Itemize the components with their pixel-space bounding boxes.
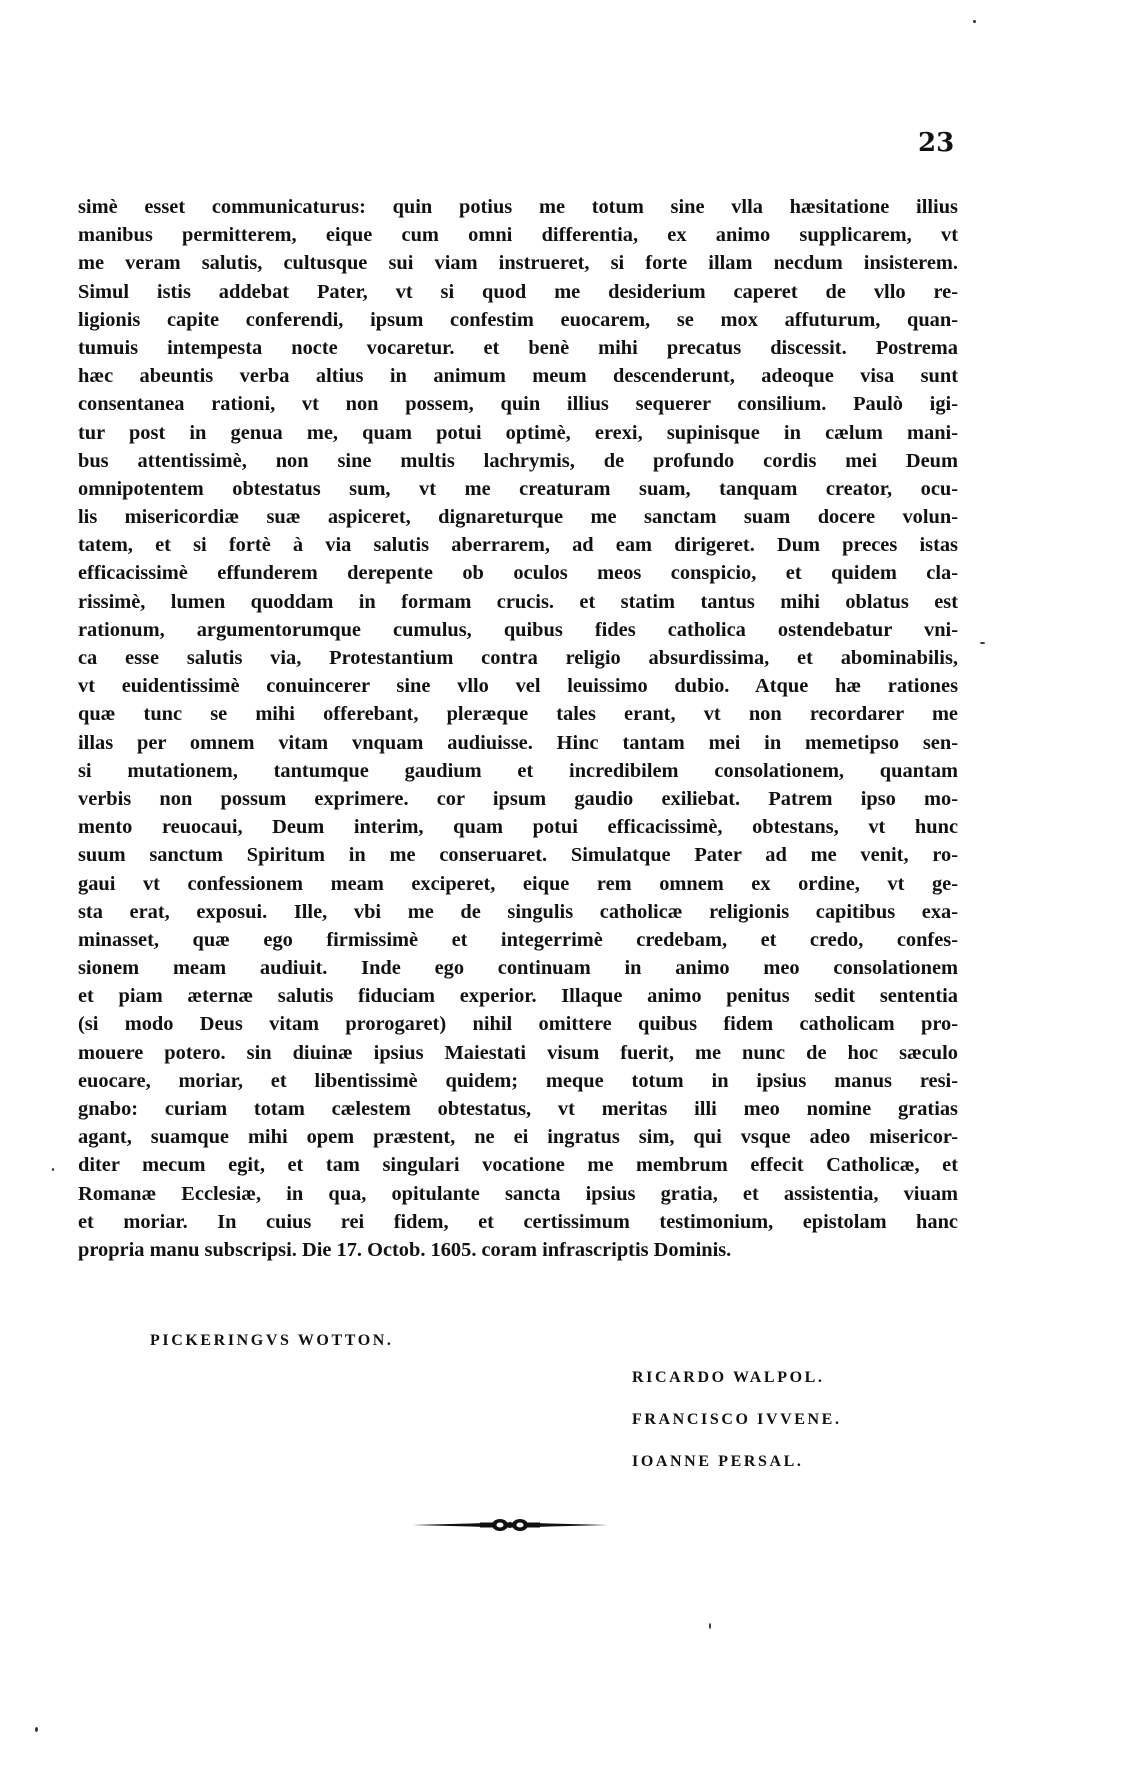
text-line: agant, suamque mihi opem præstent, ne ei ingratus sim, qui vsque adeo misericor- — [78, 1126, 958, 1149]
text-line: mouere potero. sin diuinæ ipsius Maiestati visum fuerit, me nunc de hoc sæculo — [78, 1041, 958, 1064]
paper-speck — [709, 1623, 711, 1629]
text-line: efficacissimè effunderem derepente ob oculos meos conspicio, et quidem cla- — [78, 562, 958, 585]
text-line: Simul istis addebat Pater, vt si quod me desiderium caperet de vllo re- — [78, 280, 958, 303]
tail-piece-ornament-icon — [410, 1514, 610, 1536]
text-line: quæ tunc se mihi offerebant, pleræque tales erant, vt non recordarer me — [78, 703, 958, 726]
text-line: manibus permitterem, eique cum omni differentia, ex animo supplicarem, vt — [78, 224, 958, 247]
text-line: sta erat, exposui. Ille, vbi me de singulis catholicæ religionis capitibus exa- — [78, 900, 958, 923]
text-line: hæc abeuntis verba altius in animum meum descenderunt, adeoque visa sunt — [78, 365, 958, 388]
text-line: tatem, et si fortè à via salutis aberrarem, ad eam dirigeret. Dum preces istas — [78, 534, 958, 557]
text-line: rissimè, lumen quoddam in formam crucis. et statim tantus mihi oblatus est — [78, 590, 958, 613]
text-line: et piam æternæ salutis fiduciam experior. Illaque animo penitus sedit sententia — [78, 985, 958, 1008]
witness-3: IOANNE PERSAL. — [632, 1453, 804, 1470]
text-line: illas per omnem vitam vnquam audiuisse. Hinc tantam mei in memetipso sen- — [78, 731, 958, 754]
text-line: (si modo Deus vitam prorogaret) nihil omittere quibus fidem catholicam pro- — [78, 1013, 958, 1036]
text-line: sionem meam audiuit. Inde ego continuam in animo meo consolationem — [78, 957, 958, 980]
text-line: omnipotentem obtestatus sum, vt me creaturam suam, tanquam creator, ocu- — [78, 477, 958, 500]
text-line: propria manu subscripsi. Die 17. Octob. 1605. coram infrascriptis Dominis. — [78, 1238, 732, 1261]
text-line: gnabo: curiam totam cælestem obtestatus, vt meritas illi meo nomine gratias — [78, 1098, 958, 1120]
text-line: lis misericordiæ suæ aspiceret, dignareturque me sanctam suam docere volun- — [78, 506, 958, 529]
text-line: tumuis intempesta nocte vocaretur. et benè mihi precatus discessit. Postrema — [78, 336, 958, 359]
text-line: Romanæ Ecclesiæ, in qua, opitulante sancta ipsius gratia, et assistentia, viuam — [78, 1182, 958, 1205]
witness-1: RICARDO WALPOL. — [632, 1369, 825, 1386]
text-line: tur post in genua me, quam potui optimè, erexi, supinisque in cælum mani- — [78, 421, 958, 444]
signature-author: PICKERINGVS WOTTON. — [150, 1332, 394, 1349]
text-line: si mutationem, tantumque gaudium et incredibilem consolationem, quantam — [78, 759, 958, 782]
text-line: gaui vt confessionem meam exciperet, eique rem omnem ex ordine, vt ge- — [78, 872, 958, 895]
text-line: verbis non possum exprimere. cor ipsum gaudio exiliebat. Patrem ipso mo- — [78, 787, 958, 810]
page-number: 23 — [918, 128, 955, 158]
text-line: diter mecum egit, et tam singulari vocatione me membrum effecit Catholicæ, et — [78, 1154, 958, 1177]
text-line: euocare, moriar, et libentissimè quidem; meque totum in ipsius manus resi- — [78, 1069, 958, 1092]
text-line: simè esset communicaturus: quin potius me totum sine vlla hæsitatione illius — [78, 196, 958, 218]
text-line: suum sanctum Spiritum in me conseruaret. Simulatque Pater ad me venit, ro- — [78, 844, 958, 867]
paper-speck — [52, 1168, 54, 1171]
text-line: consentanea rationi, vt non possem, quin illius sequerer consilium. Paulò igi- — [78, 393, 958, 416]
text-line: rationum, argumentorumque cumulus, quibus fides catholica ostendebatur vni- — [78, 618, 958, 641]
body-text — [78, 193, 958, 1264]
text-line: bus attentissimè, non sine multis lachrymis, de profundo cordis mei Deum — [78, 449, 958, 472]
paper-speck — [35, 1727, 38, 1732]
text-line: ca esse salutis via, Protestantium contra religio absurdissima, et abominabilis, — [78, 647, 958, 669]
text-line: vt euidentissimè conuincerer sine vllo vel leuissimo dubio. Atque hæ rationes — [78, 675, 958, 698]
text-line: mento reuocaui, Deum interim, quam potui efficacissimè, obtestans, vt hunc — [78, 816, 958, 839]
paper-speck — [980, 642, 985, 644]
paper-speck — [973, 20, 976, 23]
text-line: ligionis capite conferendi, ipsum confestim euocarem, se mox affuturum, quan- — [78, 308, 958, 331]
text-line: minasset, quæ ego firmissimè et integerrimè credebam, et credo, confes- — [78, 928, 958, 951]
text-line: et moriar. In cuius rei fidem, et certissimum testimonium, epistolam hanc — [78, 1210, 958, 1233]
witness-2: FRANCISCO IVVENE. — [632, 1411, 842, 1428]
text-line: me veram salutis, cultusque sui viam instrueret, si forte illam necdum insisterem. — [78, 252, 958, 275]
